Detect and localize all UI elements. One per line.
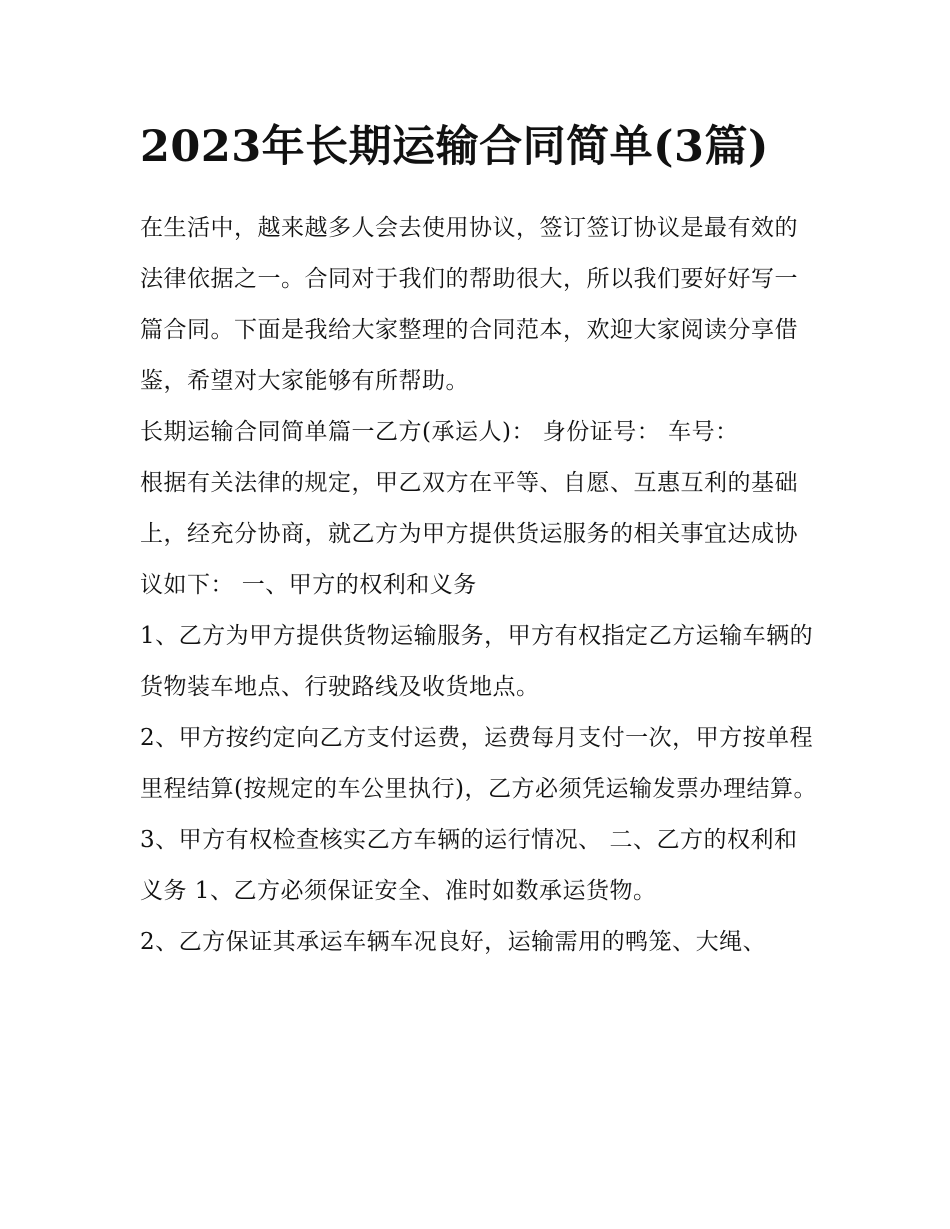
intro-paragraph: 在生活中，越来越多人会去使用协议，签订签订协议是最有效的法律依据之一。合同对于我们的帮助很大，所以我们要好好写一篇合同。下面是我给大家整理的合同范本，欢迎大家阅读分享借鉴，希望对大家能够有所帮助。	[140, 215, 798, 394]
document-body	[140, 112, 820, 968]
clause-paragraph: 2、乙方保证其承运车辆车况良好，运输需用的鸭笼、大绳、	[140, 929, 767, 955]
clause-paragraph: 1、乙方为甲方提供货物运输服务，甲方有权指定乙方运输车辆的货物装车地点、行驶路线及收货地点。	[140, 623, 814, 700]
clause-paragraph: 3、甲方有权检查核实乙方车辆的运行情况、 二、乙方的权利和义务 1、乙方必须保证安全、准时如数承运货物。	[140, 827, 798, 904]
clause-paragraph: 2、甲方按约定向乙方支付运费，运费每月支付一次，甲方按单程里程结算(按规定的车公里执行)，乙方必须凭运输发票办理结算。	[140, 725, 817, 802]
preamble-paragraph: 根据有关法律的规定，甲乙双方在平等、自愿、互惠互利的基础上，经充分协商，就乙方为甲方提供货运服务的相关事宜达成协议如下： 一、甲方的权利和义务	[140, 470, 798, 598]
contract-heading-paragraph: 长期运输合同简单篇一乙方(承运人)： 身份证号： 车号：	[140, 419, 739, 445]
document-title: 2023年长期运输合同简单(3篇)	[140, 122, 769, 172]
